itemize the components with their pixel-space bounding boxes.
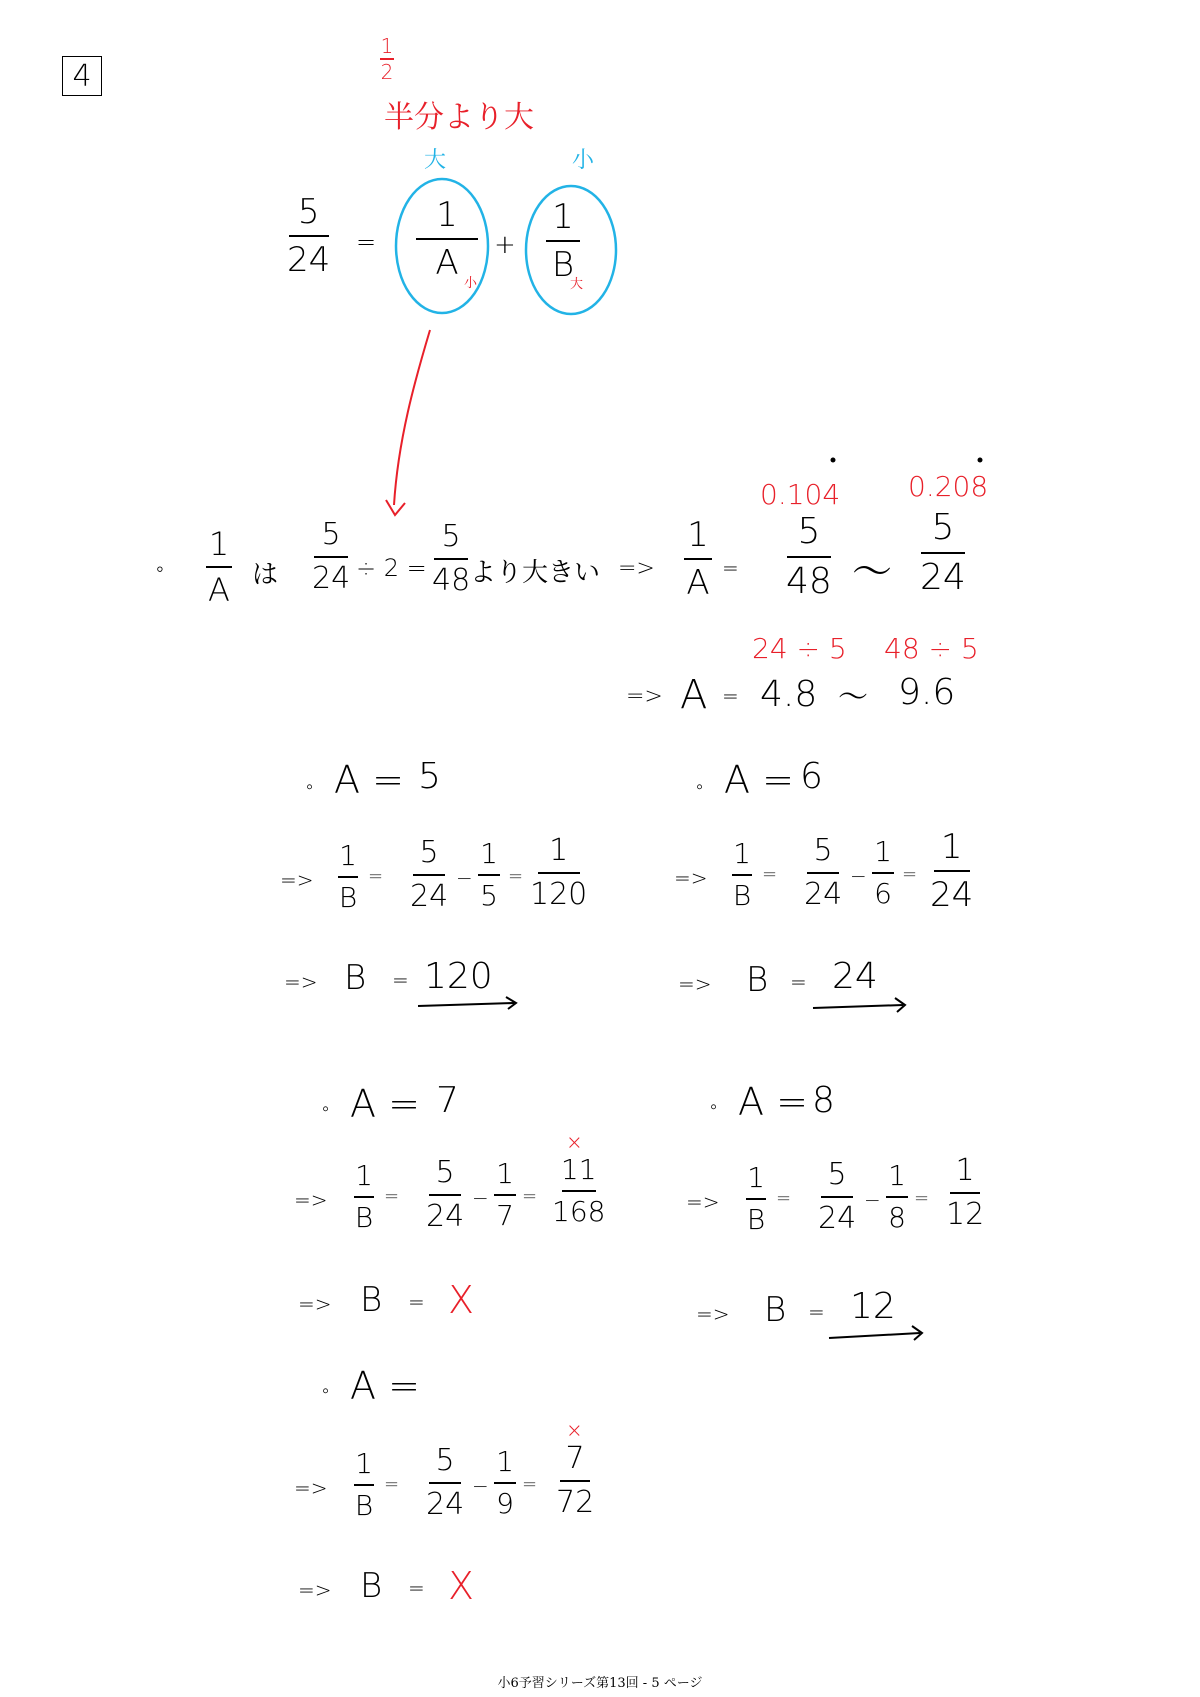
case-frac-1-over-a	[872, 835, 894, 910]
case-result-frac	[530, 833, 588, 912]
frac-num: 5	[435, 1155, 455, 1190]
fraction-bar	[429, 1482, 461, 1484]
frac-den: B	[354, 1201, 374, 1234]
line1-frac-5-24	[312, 517, 351, 596]
fraction-bar	[732, 874, 752, 876]
frac-num: 1	[355, 1159, 373, 1192]
x-mark: ×	[566, 1130, 583, 1154]
case-b-value: 24	[832, 956, 878, 997]
minus-sign: −	[472, 1186, 489, 1210]
decimal-note-1: 0.104	[760, 478, 841, 511]
case-frac-1-over-a	[494, 1445, 516, 1520]
line1-r1-num: 5	[797, 511, 821, 552]
implies-arrow: =>	[298, 1578, 332, 1602]
equals-sign: =	[384, 1186, 400, 1207]
fraction-bar	[478, 874, 500, 876]
x-mark: ×	[566, 1418, 583, 1442]
frac-den: 168	[552, 1195, 606, 1228]
fraction-bar	[684, 558, 712, 560]
frac-den: 12	[946, 1197, 985, 1232]
fraction-bar	[560, 1480, 590, 1482]
label-big: 大	[424, 148, 447, 173]
fraction-bar	[206, 566, 232, 568]
minus-sign: −	[864, 1188, 881, 1212]
frac-num: 1	[496, 1157, 514, 1190]
case-a-label: A =	[350, 1082, 420, 1126]
fraction-bar	[338, 876, 358, 878]
line1-frac-1-over-a	[206, 525, 232, 609]
implies-arrow: =>	[284, 970, 318, 994]
case-frac-1-over-b	[354, 1447, 374, 1522]
frac-den: B	[732, 879, 752, 912]
equals-sign: =	[368, 866, 384, 887]
equals-sign: =	[902, 864, 918, 885]
bullet: ◦	[322, 1378, 330, 1402]
oval-term-b	[526, 186, 616, 314]
line1-f2-den: 48	[432, 563, 471, 598]
equals-sign: =	[408, 1576, 425, 1600]
frac-den: 24	[426, 1487, 465, 1522]
frac-num: 7	[565, 1441, 585, 1476]
underline-arrow	[829, 1333, 920, 1338]
implies-arrow: =>	[294, 1476, 328, 1500]
frac-num: 1	[549, 833, 569, 868]
equals-sign: =	[508, 866, 524, 887]
equals-sign: =	[408, 1290, 425, 1314]
frac-num: 11	[560, 1153, 597, 1186]
line1-r2-num: 5	[931, 507, 955, 548]
case-frac-1-over-b	[746, 1161, 766, 1236]
frac-den: 72	[556, 1485, 595, 1520]
calc-note-2: 48 ÷ 5	[884, 632, 979, 665]
page-footer: 小6予習シリーズ第13回 - 5 ページ	[497, 1676, 703, 1691]
decimal-note-2: 0.208	[908, 470, 989, 503]
frac-num: 1	[955, 1153, 975, 1188]
fraction-bar	[872, 872, 894, 874]
implies-arrow: =>	[294, 1188, 328, 1212]
case-result-frac	[552, 1153, 606, 1228]
line1-wa: は	[252, 560, 279, 590]
case-b-value: 120	[424, 956, 493, 997]
line1-r-frac-1-over-a	[684, 515, 712, 603]
line1-r2-den: 24	[920, 557, 966, 598]
implies-arrow: =>	[626, 684, 663, 709]
implies-arrow: =>	[280, 868, 314, 892]
minus-sign: −	[472, 1474, 489, 1498]
line1-f1-den: 24	[312, 561, 351, 596]
case-b-label: B	[746, 960, 769, 1000]
frac-den: B	[746, 1203, 766, 1236]
plus-sign: +	[494, 230, 516, 260]
frac-den: 24	[804, 877, 843, 912]
case-b-value: X	[448, 1564, 475, 1608]
fraction-bar	[807, 872, 839, 874]
frac-num: 1	[940, 827, 963, 867]
frac-num: 1	[355, 1447, 373, 1480]
case-frac-5-24	[426, 1443, 465, 1522]
equals-sign: =	[356, 228, 377, 256]
implies-arrow: =>	[686, 1190, 720, 1214]
underline-arrow	[813, 1005, 903, 1008]
bullet: ◦	[156, 557, 164, 582]
case-a-value: 5	[418, 756, 441, 797]
case-frac-1-over-a	[478, 837, 500, 912]
equals-sign: =	[914, 1188, 930, 1209]
fraction-bar	[354, 1196, 374, 1198]
implies-arrow: =>	[696, 1302, 730, 1326]
frac-num: 5	[435, 1443, 455, 1478]
repeat-dot	[831, 458, 836, 463]
fraction-bar	[494, 1194, 516, 1196]
frac-den: 24	[930, 875, 974, 915]
frac-den: 24	[410, 879, 449, 914]
line1-r-frac-5-48	[786, 511, 832, 602]
line2-value-2: 9.6	[898, 672, 956, 713]
case-result-frac	[946, 1153, 985, 1232]
frac-num: 1	[888, 1159, 906, 1192]
line2-var: A	[680, 672, 708, 718]
bullet: ◦	[322, 1096, 330, 1120]
frac-den: B	[338, 881, 358, 914]
bullet: ◦	[696, 774, 704, 798]
red-arrow-line	[394, 330, 430, 505]
fraction-bar	[413, 874, 445, 876]
case-b-label: B	[764, 1290, 787, 1330]
fraction-bar	[950, 1192, 980, 1194]
frac-den: 24	[818, 1201, 857, 1236]
implies-arrow: =>	[678, 972, 712, 996]
equation-lhs-num: 5	[297, 192, 320, 232]
implies-arrow: =>	[618, 556, 655, 581]
case-frac-1-over-b	[732, 837, 752, 912]
fraction-bar	[354, 1484, 374, 1486]
problem-number: 4	[62, 56, 102, 96]
implies-arrow: =>	[298, 1292, 332, 1316]
equals-sign: =	[722, 556, 739, 580]
frac-num: 5	[419, 835, 439, 870]
frac-num: 1	[339, 839, 357, 872]
term-a-small-mark: 小	[464, 276, 478, 291]
frac-den: 8	[888, 1201, 906, 1234]
fraction-bar	[538, 872, 580, 874]
fraction-bar	[921, 552, 965, 554]
case-frac-5-24	[426, 1155, 465, 1234]
equals-sign: =	[762, 864, 778, 885]
fraction-bar	[562, 1190, 596, 1192]
case-result-frac	[930, 827, 974, 915]
fraction-bar	[314, 556, 348, 558]
bullet: ◦	[710, 1094, 718, 1118]
frac-num: 1	[496, 1445, 514, 1478]
equation-lhs-den: 24	[287, 240, 331, 280]
case-frac-5-24	[818, 1157, 857, 1236]
frac-num: 1	[733, 837, 751, 870]
underline-arrow	[418, 1003, 514, 1006]
line1-den: A	[208, 571, 230, 609]
line1-r-frac-5-24	[920, 507, 966, 598]
case-a-value: 8	[812, 1080, 835, 1121]
minus-sign: −	[850, 864, 867, 888]
fraction-bar	[434, 558, 468, 560]
label-small: 小	[572, 148, 595, 173]
calc-note-1: 24 ÷ 5	[752, 632, 847, 665]
fraction-bar	[787, 556, 831, 558]
oval-term-a	[396, 179, 488, 313]
equals-sign: =	[790, 970, 807, 994]
line1-r1-den: 48	[786, 561, 832, 602]
top-note-den: 2	[380, 60, 394, 84]
term-b-num: 1	[552, 197, 574, 237]
line1-text: より大きい	[470, 558, 601, 588]
case-b-label: B	[344, 958, 367, 998]
case-b-label: B	[360, 1566, 383, 1606]
line1-r-den: A	[686, 563, 710, 603]
case-a-label: A =	[738, 1080, 808, 1124]
top-note-num: 1	[380, 34, 394, 58]
fraction-bar	[429, 1194, 461, 1196]
tilde: 〜	[838, 680, 868, 715]
frac-den: 5	[480, 879, 498, 912]
case-frac-5-24	[410, 835, 449, 914]
frac-den: 6	[874, 877, 892, 910]
equals-sign: =	[392, 968, 409, 992]
frac-den: B	[354, 1489, 374, 1522]
case-a-label: A =	[334, 758, 404, 802]
frac-num: 1	[874, 835, 892, 868]
term-b-den: B	[551, 245, 575, 285]
equals-sign: =	[808, 1300, 825, 1324]
case-b-value: 12	[850, 1286, 896, 1327]
equals-sign: =	[776, 1188, 792, 1209]
line1-num: 1	[208, 525, 230, 563]
line1-frac-5-48	[432, 519, 471, 598]
case-frac-1-over-a	[886, 1159, 908, 1234]
term-b-big-mark: 大	[570, 277, 584, 292]
case-frac-1-over-a	[494, 1157, 516, 1232]
fraction-bar	[934, 870, 970, 872]
equals-sign: =	[722, 684, 739, 708]
case-a-value: 7	[436, 1080, 459, 1121]
bullet: ◦	[306, 774, 314, 798]
frac-den: 7	[496, 1199, 514, 1232]
equals-sign: =	[384, 1474, 400, 1495]
line1-f2-num: 5	[441, 519, 461, 554]
frac-num: 5	[813, 833, 833, 868]
case-a-label: A =	[724, 758, 794, 802]
fraction-bar	[886, 1196, 908, 1198]
implies-arrow: =>	[674, 866, 708, 890]
tilde: 〜	[852, 549, 892, 595]
frac-num: 1	[747, 1161, 765, 1194]
frac-num: 1	[480, 837, 498, 870]
case-frac-5-24	[804, 833, 843, 912]
equals-sign: =	[522, 1474, 538, 1495]
frac-num: 5	[827, 1157, 847, 1192]
case-b-value: X	[448, 1278, 475, 1322]
equals-sign: =	[522, 1186, 538, 1207]
case-a-label: A =	[350, 1364, 420, 1408]
case-b-label: B	[360, 1280, 383, 1320]
term-a-num: 1	[436, 195, 458, 235]
frac-den: 120	[530, 877, 588, 912]
term-a-den: A	[435, 243, 459, 283]
fraction-bar	[821, 1196, 853, 1198]
case-a-value: 6	[800, 756, 823, 797]
case-frac-1-over-b	[338, 839, 358, 914]
fraction-bar	[494, 1482, 516, 1484]
minus-sign: −	[456, 866, 473, 890]
fraction-bar	[746, 1198, 766, 1200]
frac-den: 9	[496, 1487, 514, 1520]
line1-f1-num: 5	[321, 517, 341, 552]
line1-r-num: 1	[687, 515, 709, 555]
case-frac-1-over-b	[354, 1159, 374, 1234]
line1-div: ÷ 2 =	[356, 554, 427, 582]
case-result-frac	[556, 1441, 595, 1520]
red-arrow-head	[386, 500, 405, 515]
repeat-dot	[978, 458, 983, 463]
frac-den: 24	[426, 1199, 465, 1234]
top-note-text: 半分より大	[384, 100, 534, 135]
line2-value-1: 4.8	[760, 674, 818, 715]
